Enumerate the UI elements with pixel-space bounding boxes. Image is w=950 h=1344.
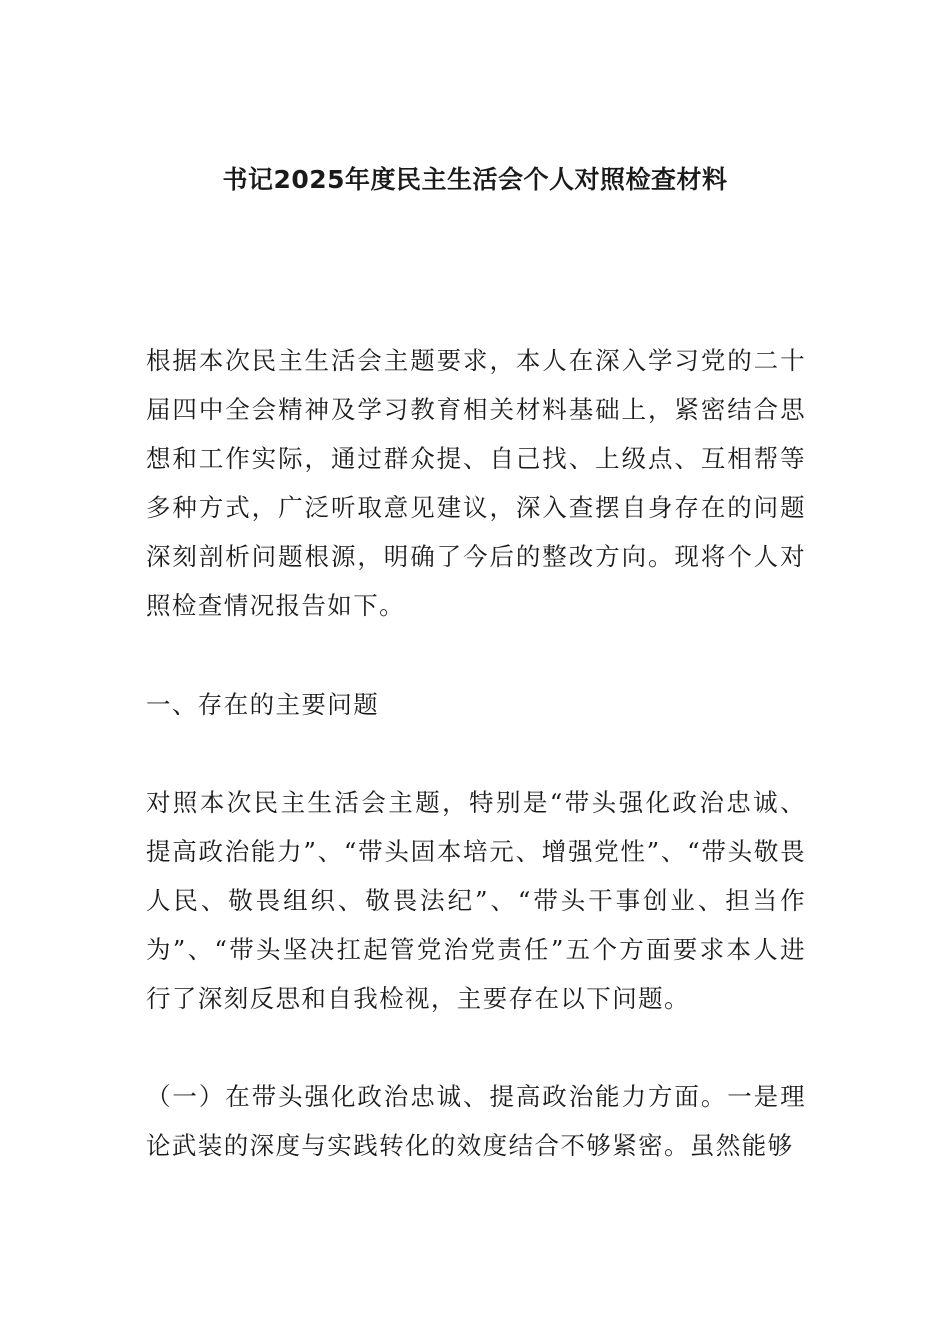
document-title: 书记2025年度民主生活会个人对照检查材料 xyxy=(222,165,728,194)
subsection-political-loyalty-paragraph: （一）在带头强化政治忠诚、提高政治能力方面。一是理论武装的深度与实践转化的效度结合不够紧密。虽然能够 xyxy=(146,1082,806,1160)
intro-paragraph: 根据本次民主生活会主题要求，本人在深入学习党的二十届四中全会精神及学习教育相关材料基础上，紧密结合思想和工作实际，通过群众提、自己找、上级点、互相帮等多种方式，广泛听取意见建议，深入查摆自身存在的问题深刻剖析问题根源，明确了今后的整改方向。现将个人对照检查情况报告如下。 xyxy=(146,346,806,620)
section-heading-main-problems: 一、存在的主要问题 xyxy=(146,690,380,719)
problems-overview-paragraph: 对照本次民主生活会主题，特别是“带头强化政治忠诚、提高政治能力”、“带头固本培元、增强党性”、“带头敬畏人民、敬畏组织、敬畏法纪”、“带头干事创业、担当作为”、“带头坚决扛起管党治党责任”五个方面要求本人进行了深刻反思和自我检视，主要存在以下问题。 xyxy=(146,788,806,1013)
